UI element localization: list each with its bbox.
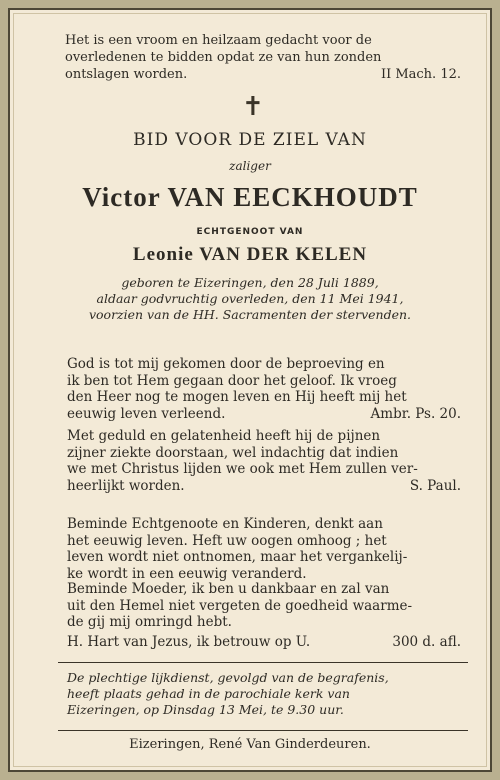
printer-imprint: Eizeringen, René Van Ginderdeuren. xyxy=(129,737,371,752)
scripture-verse xyxy=(65,32,461,83)
invocation-text: H. Hart van Jezus, ik betrouw op U. xyxy=(67,634,311,650)
verse-line: overledenen te bidden opdat ze van hun zonden xyxy=(65,50,382,65)
memorial-card xyxy=(8,8,492,772)
biography xyxy=(10,275,490,323)
invocation xyxy=(67,634,461,650)
paragraph-patience: Met geduld en gelatenheid heeft hij de pijnen zijner ziekte doorstaan, wel indachtig dat indien we met Christus lijden we ook met Hem zullen ver- heerlijkt worden. S. Paul. xyxy=(67,428,461,494)
divider xyxy=(58,662,468,663)
spouse-name: Leonie VAN DER KELEN xyxy=(132,244,368,265)
bio-line: aldaar godvruchtig overleden, den 11 Mei 1941, xyxy=(96,291,404,306)
paragraph-family: Beminde Echtgenoote en Kinderen, denkt aan het eeuwig leven. Heft uw oogen omhoog ; het leven wordt niet ontnomen, maar het vergankelij- ke wordt in een eeuwig veranderd. xyxy=(67,516,408,582)
verse-reference: II Mach. 12. xyxy=(380,67,461,82)
prayer-heading: BID VOOR DE ZIEL VAN xyxy=(133,130,367,150)
paragraph-faith: God is tot mij gekomen door de beproeving en ik ben tot Hem gegaan door het geloof. Ik vroeg den Heer nog te mogen leven en Hij heeft mij het eeuwig leven verleend. Ambr. Ps. 20. xyxy=(67,356,461,422)
funeral-notice: De plechtige lijkdienst, gevolgd van de begrafenis, heeft plaats gehad in de parochiale kerk van Eizeringen, op Dinsdag 13 Mei, te 9.30 uur. xyxy=(67,670,389,717)
deceased-name: Victor VAN EECKHOUDT xyxy=(82,182,418,212)
bio-line: voorzien van de HH. Sacramenten der stervenden. xyxy=(88,307,412,322)
paragraph-reference: S. Paul. xyxy=(409,477,461,494)
spouse-label: ECHTGENOOT VAN xyxy=(196,227,304,237)
verse-line: Het is een vroom en heilzaam gedacht voor de xyxy=(65,33,372,48)
indulgence-note: 300 d. afl. xyxy=(392,634,461,650)
zaliger-label: zaliger xyxy=(229,159,271,173)
paragraph-reference: Ambr. Ps. 20. xyxy=(370,405,461,422)
cross-icon: ✝ xyxy=(242,92,264,122)
bio-line: geboren te Eizeringen, den 28 Juli 1889, xyxy=(121,275,379,290)
divider xyxy=(58,730,468,731)
paragraph-mother: Beminde Moeder, ik ben u dankbaar en zal van uit den Hemel niet vergeten de goedheid waarme- de gij mij omringd hebt. xyxy=(67,581,413,630)
verse-line: ontslagen worden. II Mach. 12. xyxy=(65,67,461,82)
